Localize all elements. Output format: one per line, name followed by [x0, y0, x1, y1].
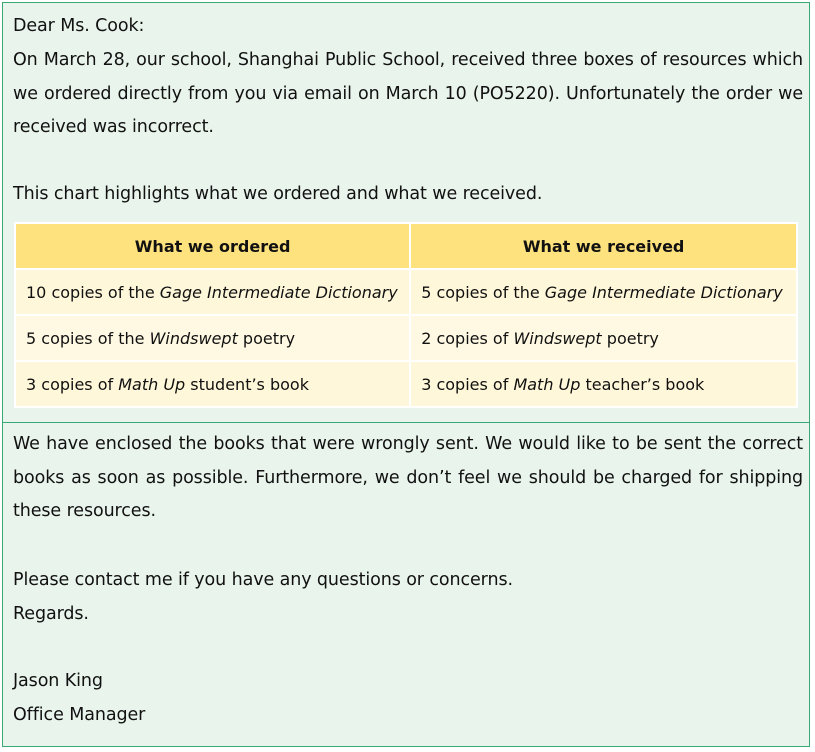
- signature-name: Jason King: [13, 671, 103, 691]
- greeting: Dear Ms. Cook:: [13, 16, 145, 36]
- book-title: Gage Intermediate Dictionary: [159, 282, 398, 302]
- cell-text: teacher’s book: [580, 374, 705, 394]
- book-title: Gage Intermediate Dictionary: [544, 282, 783, 302]
- cell-text: 5 copies of the: [421, 282, 545, 302]
- contact-line: Please contact me if you have any questions or concerns.: [13, 570, 513, 590]
- received-cell: [410, 361, 797, 407]
- letter-bottom-section: [3, 423, 809, 748]
- cell-text: 3 copies of: [26, 374, 119, 394]
- ordered-cell: [15, 361, 410, 407]
- header-ordered: What we ordered: [15, 223, 410, 269]
- table-header-row: [15, 223, 797, 269]
- table-row: [15, 269, 797, 315]
- received-cell: [410, 315, 797, 361]
- book-title: Windswept: [149, 328, 238, 348]
- received-cell: [410, 269, 797, 315]
- book-title: Math Up: [118, 374, 186, 394]
- letter-top-section: [3, 3, 809, 422]
- letter-container: [2, 2, 810, 747]
- cell-text: poetry: [237, 328, 296, 348]
- cell-text: poetry: [601, 328, 659, 348]
- intro-paragraph: On March 28, our school, Shanghai Public School, received three boxes of resources which we ordered directly from you via email on March 10 (PO5220). Unfortunately the order we received was incorrect.: [13, 50, 803, 137]
- cell-text: student’s book: [185, 374, 309, 394]
- signature-title: Office Manager: [13, 705, 146, 725]
- closing: Regards.: [13, 604, 89, 624]
- book-title: Math Up: [513, 374, 581, 394]
- cell-text: 5 copies of the: [26, 328, 150, 348]
- header-received: What we received: [410, 223, 797, 269]
- cell-text: 3 copies of: [421, 374, 514, 394]
- table-row: [15, 361, 797, 407]
- ordered-cell: [15, 315, 410, 361]
- ordered-cell: [15, 269, 410, 315]
- order-comparison-table: [14, 222, 798, 408]
- chart-intro: This chart highlights what we ordered and what we received.: [13, 184, 543, 204]
- body-paragraph: We have enclosed the books that were wrongly sent. We would like to be sent the correct books as soon as possible. Furthermore, we don’t feel we should be charged for shipping these resources.: [13, 434, 803, 521]
- cell-text: 10 copies of the: [26, 282, 160, 302]
- book-title: Windswept: [513, 328, 602, 348]
- table-row: [15, 315, 797, 361]
- cell-text: 2 copies of: [421, 328, 514, 348]
